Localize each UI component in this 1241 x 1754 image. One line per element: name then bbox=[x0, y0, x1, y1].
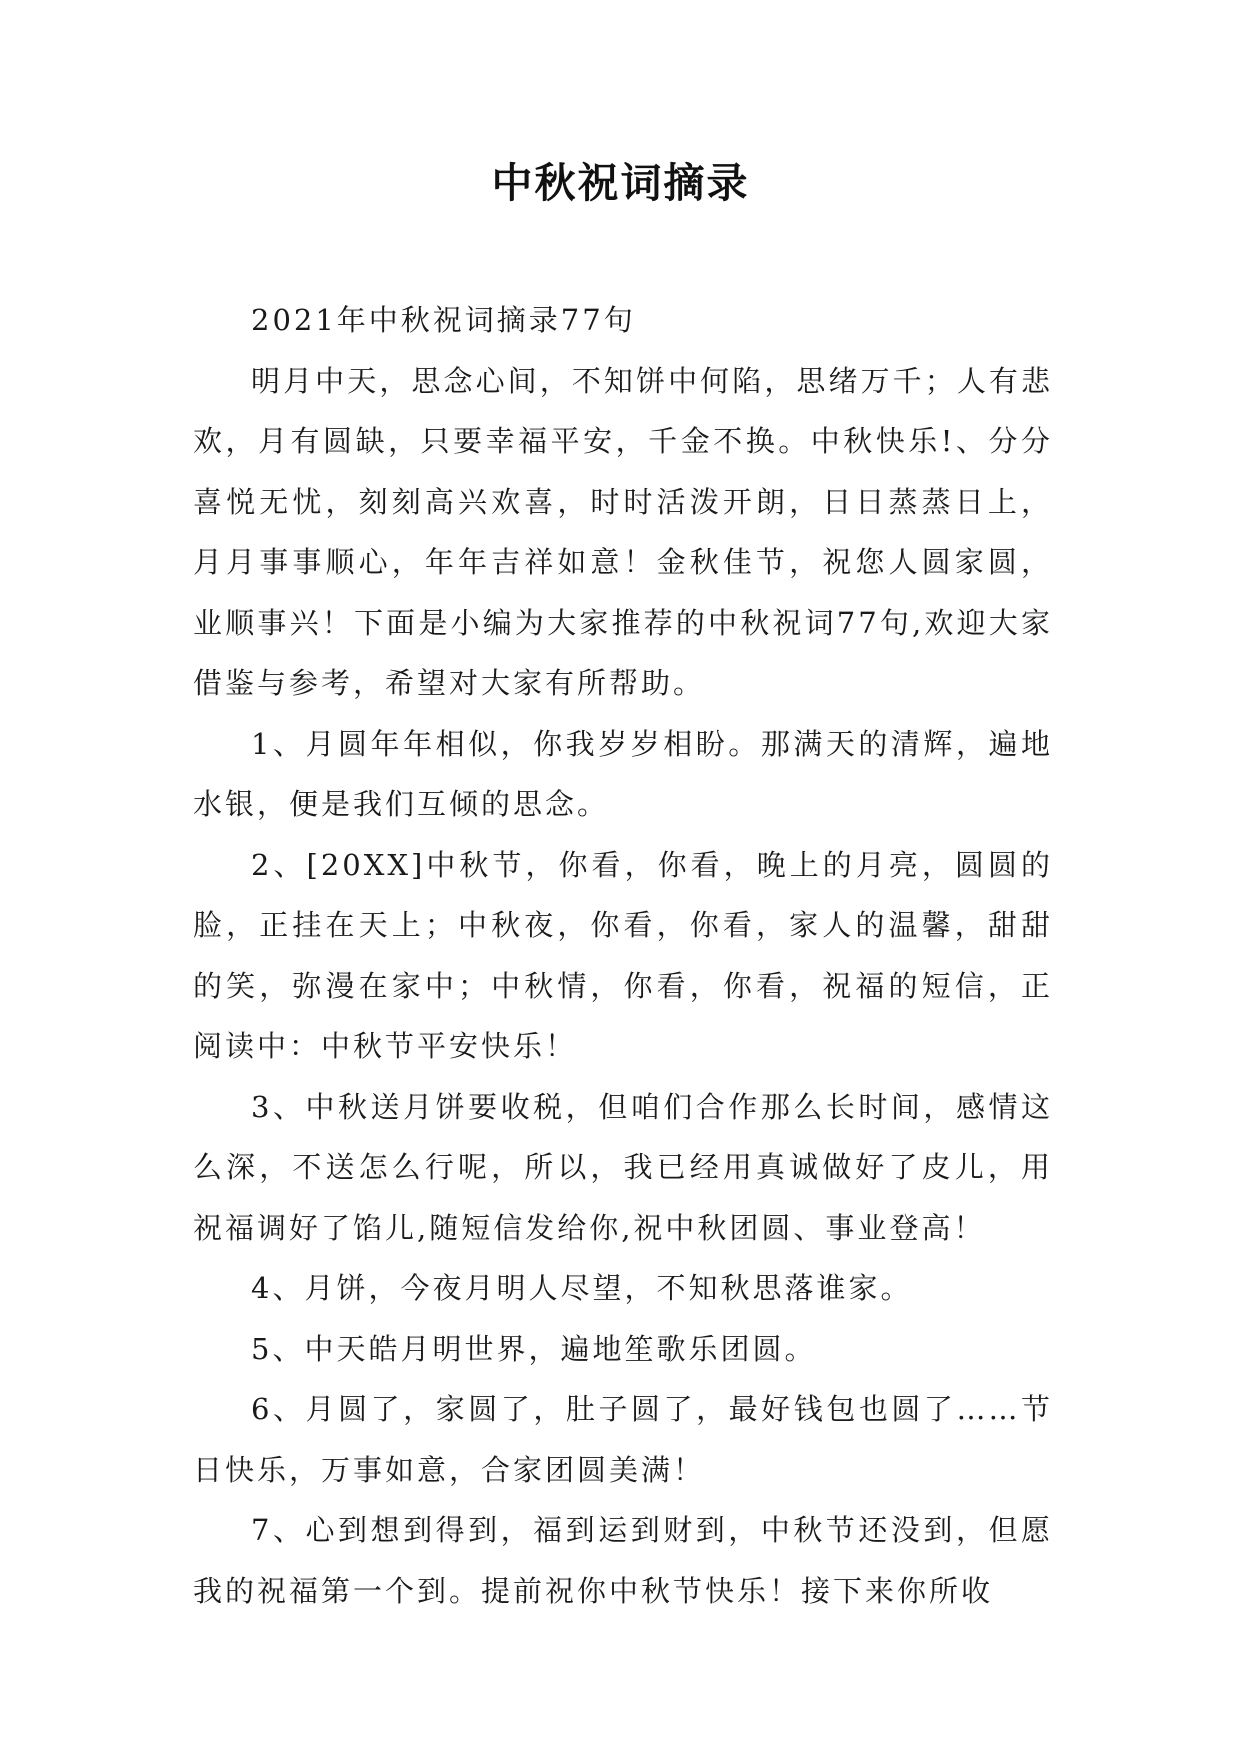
paragraph-item-7: 7、心到想到得到，福到运到财到，中秋节还没到，但愿我的祝福第一个到。提前祝你中秋节快乐！接下来你所收 bbox=[193, 1513, 1053, 1608]
paragraph-item-4: 4、月饼，今夜月明人尽望，不知秋思落谁家。 bbox=[251, 1271, 913, 1305]
paragraph-item-3: 3、中秋送月饼要收税，但咱们合作那么长时间，感情这么深，不送怎么行呢，所以，我已经用真诚做好了皮儿，用祝福调好了馅儿,随短信发给你,祝中秋团圆、事业登高！ bbox=[193, 1089, 1053, 1245]
paragraph-item-5: 5、中天皓月明世界，遍地笙歌乐团圆。 bbox=[251, 1331, 817, 1366]
document-body bbox=[193, 290, 1053, 1621]
page-title: 中秋祝词摘录 bbox=[491, 159, 750, 207]
subtitle-paragraph: 2021年中秋祝词摘录77句 bbox=[251, 303, 636, 337]
intro-paragraph: 明月中天，思念心间，不知饼中何陷，思绪万千；人有悲欢，月有圆缺，只要幸福平安，千金不换。中秋快乐!、分分喜悦无忧，刻刻高兴欢喜，时时活泼开朗，日日蒸蒸日上，月月事事顺心，年年吉祥如意！金秋佳节，祝您人圆家圆，业顺事兴！下面是小编为大家推荐的中秋祝词77句,欢迎大家借鉴与参考，希望对大家有所帮助。 bbox=[193, 363, 1053, 700]
paragraph-item-1: 1、月圆年年相似，你我岁岁相盼。那满天的清辉，遍地水银，便是我们互倾的思念。 bbox=[193, 726, 1053, 821]
paragraph-item-2: 2、[20XX]中秋节，你看，你看，晚上的月亮，圆圆的脸，正挂在天上；中秋夜，你看，你看，家人的温馨，甜甜的笑，弥漫在家中；中秋情，你看，你看，祝福的短信，正阅读中：中秋节平安快乐！ bbox=[193, 847, 1053, 1063]
paragraph-item-6: 6、月圆了，家圆了，肚子圆了，最好钱包也圆了……节日快乐，万事如意，合家团圆美满！ bbox=[193, 1392, 1053, 1487]
